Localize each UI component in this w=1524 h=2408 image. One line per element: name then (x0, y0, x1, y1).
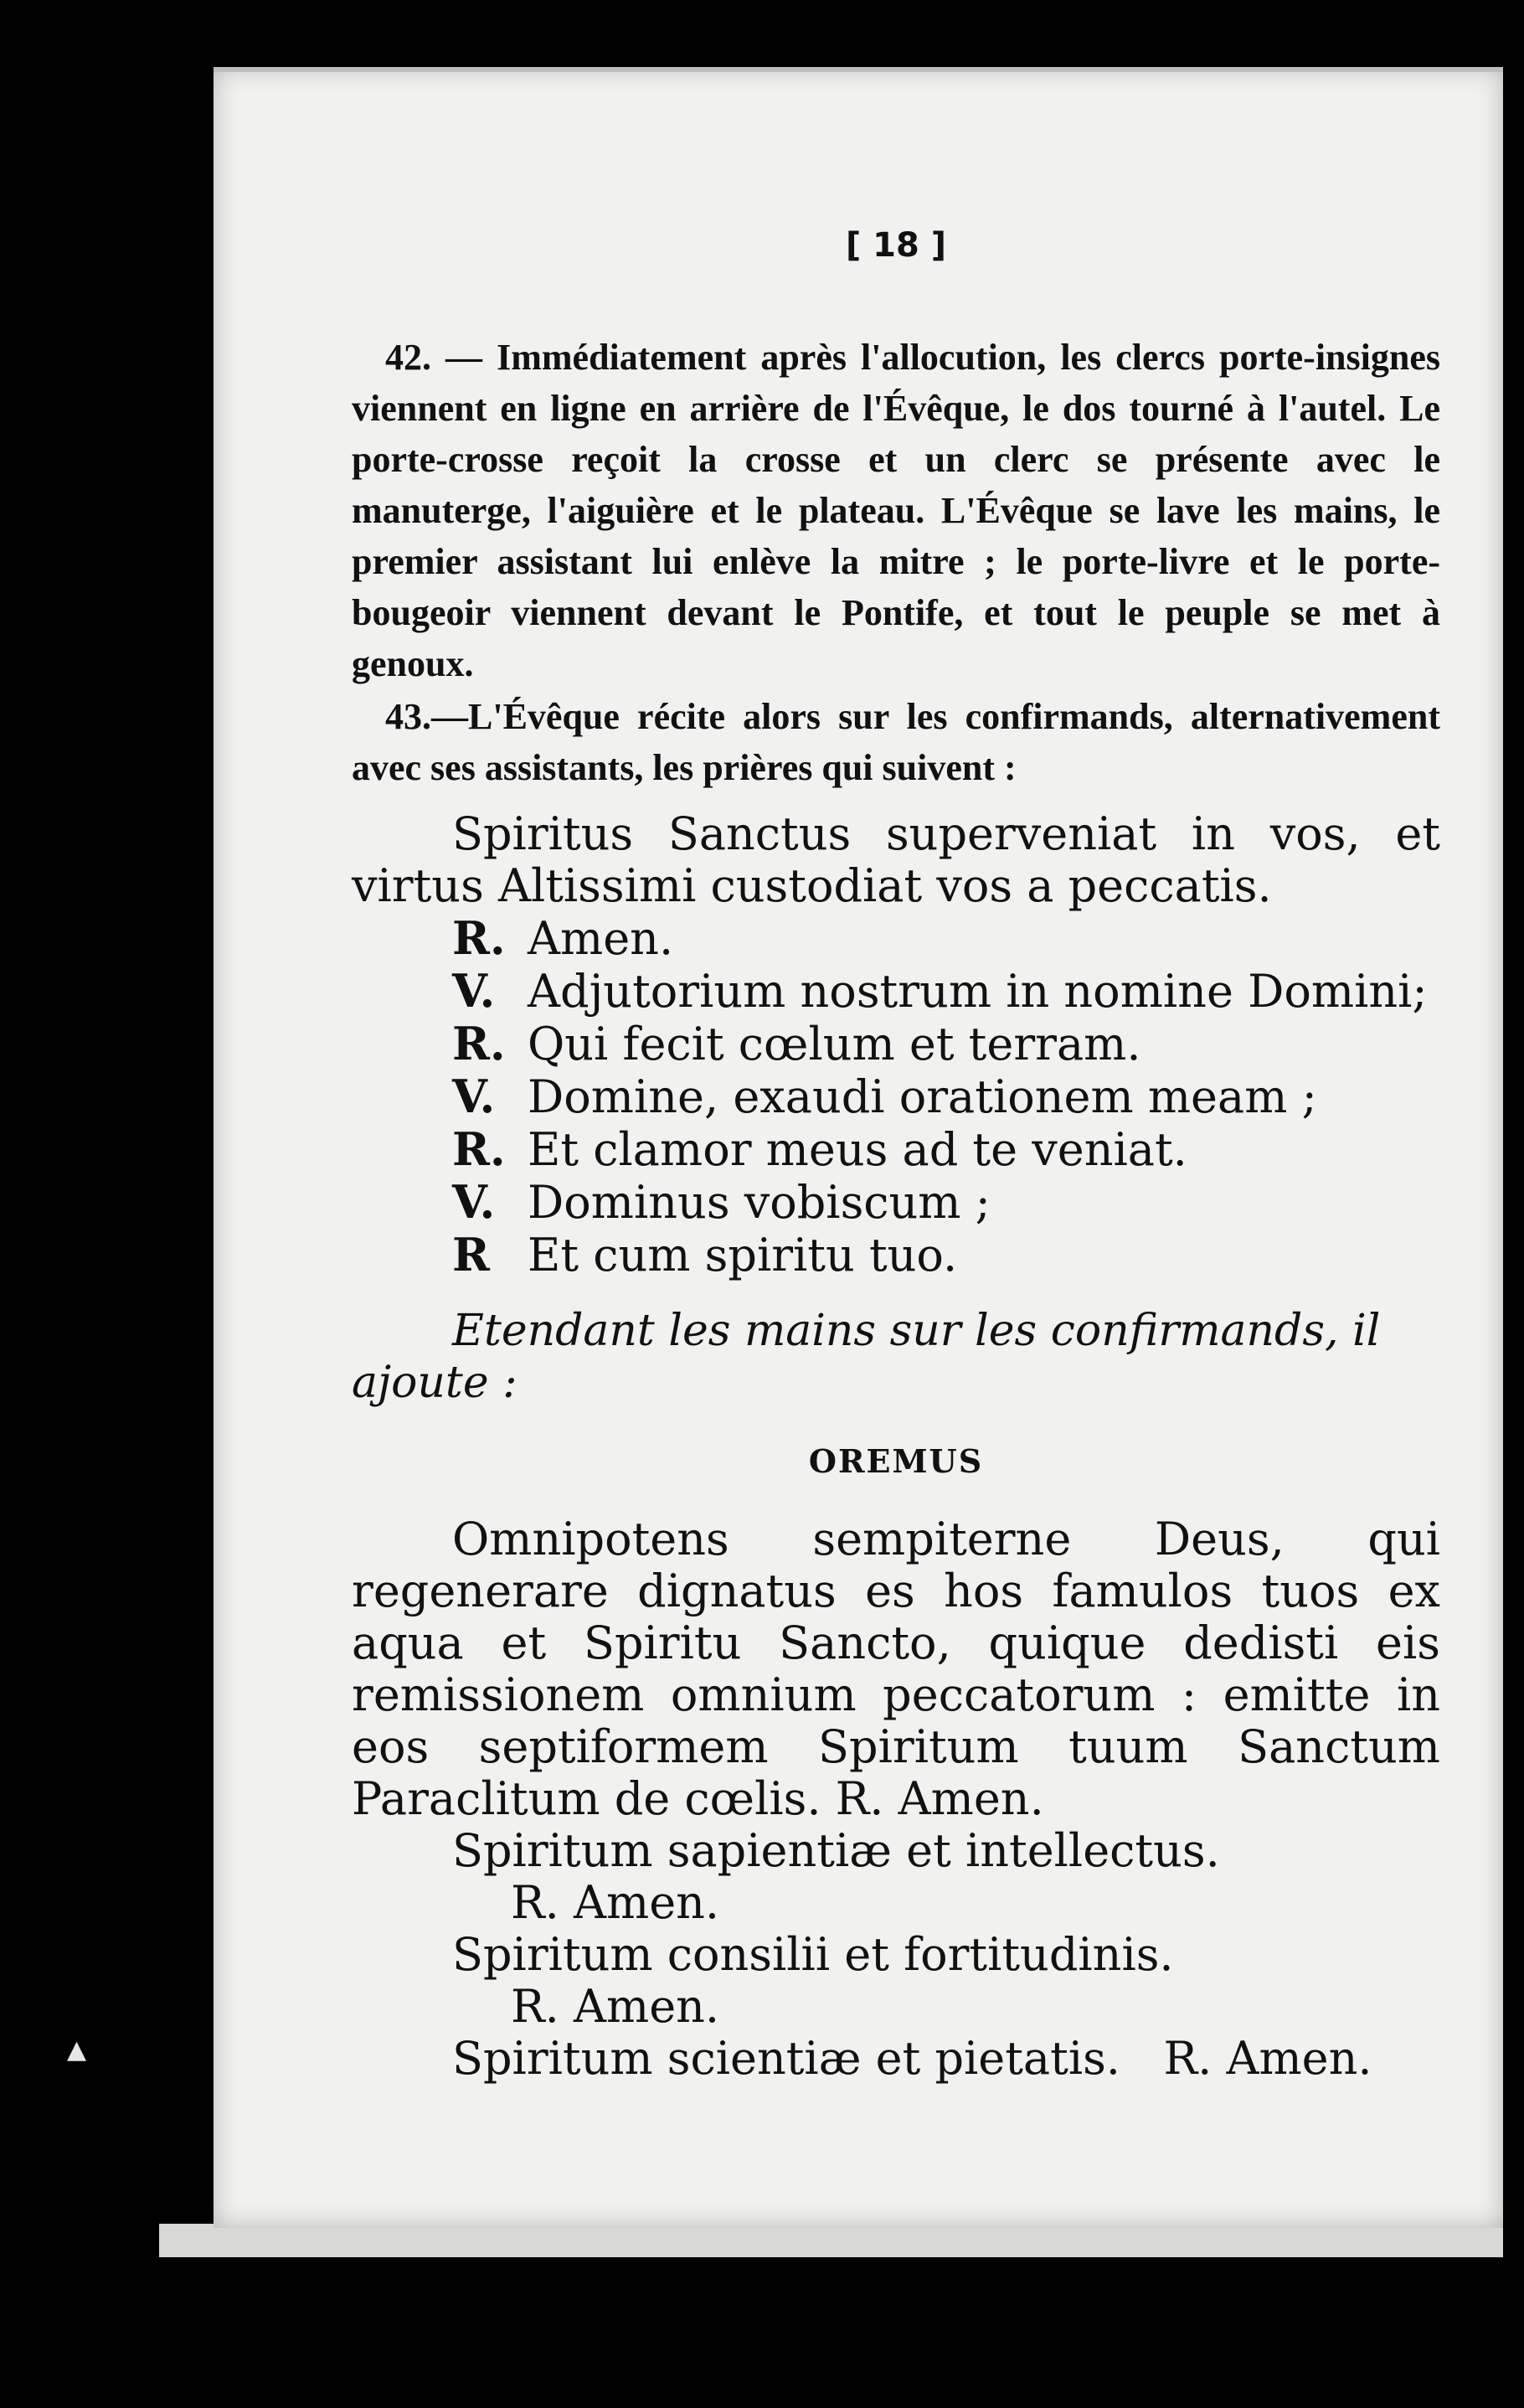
petition-line: Spiritum sapientiæ et intellectus. (452, 1824, 1220, 1877)
page-top-edge (214, 67, 1503, 72)
versicle-text: Adjutorium nostrum in nomine Domini; (528, 965, 1428, 1018)
versicle-text: Et clamor meus ad te veniat. (528, 1123, 1187, 1176)
prayer-text: Omnipotens sempiterne Deus, qui regenerare dignatus es hos famulos tuos ex aqua et Spiritu Sancto, quique dedisti eis remissionem omnium peccatorum : emitte in eos septiformem Spiritum tuum Sanctum Paraclitum de cœlis. R. Amen. (352, 1513, 1440, 1825)
binding-mark: ▲ (67, 2035, 87, 2065)
rubric: Etendant les mains sur les confirmands, il ajoute : (352, 1306, 1381, 1408)
versicle-mark: R. (452, 911, 506, 965)
petition-list (352, 1825, 1440, 2085)
paragraph-43-number: 43.— (385, 696, 468, 737)
versicle-mark: V. (452, 964, 496, 1018)
versicle-mark: V. (452, 1175, 496, 1229)
versicle-text: Qui fecit cœlum et terram. (528, 1018, 1141, 1070)
versicle-text: Et cum spiritu tuo. (528, 1229, 958, 1281)
versicle-text: Dominus vobiscum ; (528, 1176, 991, 1229)
versicle-line (352, 1176, 1440, 1229)
petition-response: R. Amen. (511, 1876, 720, 1929)
versicle-line (352, 1229, 1440, 1281)
paragraph-42 (352, 332, 1440, 689)
page-content (352, 193, 1440, 2085)
versicle-mark: R. (452, 1122, 506, 1176)
petition-response: R. Amen. (511, 1980, 720, 2033)
versicle-line (352, 1070, 1440, 1123)
invocation: Spiritus Sanctus superveniat in vos, et virtus Altissimi custodiat vos a peccatis. (352, 807, 1440, 912)
versicle-list (352, 912, 1440, 1281)
paragraph-42-text: Immédiatement après l'allocution, les clercs porte-insignes viennent en ligne en arrière de l'Évêque, le dos tourné à l'autel. Le porte-crosse reçoit la crosse et un clerc se présente avec le manuterge, l'aiguière et le plateau. L'Évêque se lave les mains, le premier assistant lui enlève la mitre ; le porte-livre et le porte-bougeoir viennent devant le Pontife, et tout le peuple se met à genoux. (352, 337, 1440, 684)
oremus-heading: OREMUS (808, 1442, 984, 1480)
paragraph-42-number: 42. — (385, 337, 483, 378)
versicle-line (352, 912, 1440, 965)
petition-line: Spiritum scientiæ et pietatis. R. Amen. (452, 2032, 1372, 2085)
versicle-mark: R (452, 1228, 490, 1281)
versicle-text: Domine, exaudi orationem meam ; (528, 1070, 1317, 1123)
paragraph-43-text: L'Évêque récite alors sur les confirmands, alternativement avec ses assistants, les prières qui suivent : (352, 696, 1440, 788)
versicle-mark: R. (452, 1017, 506, 1070)
versicle-line (352, 965, 1440, 1018)
petition-line: Spiritum consilii et fortitudinis. (452, 1928, 1174, 1981)
page-number: [ 18 ] (845, 226, 947, 265)
versicle-text: Amen. (528, 912, 674, 965)
versicle-mark: V. (452, 1070, 496, 1123)
page-bottom-edge (159, 2224, 1503, 2257)
versicle-line (352, 1123, 1440, 1176)
paragraph-43 (352, 691, 1440, 793)
versicle-line (352, 1018, 1440, 1070)
